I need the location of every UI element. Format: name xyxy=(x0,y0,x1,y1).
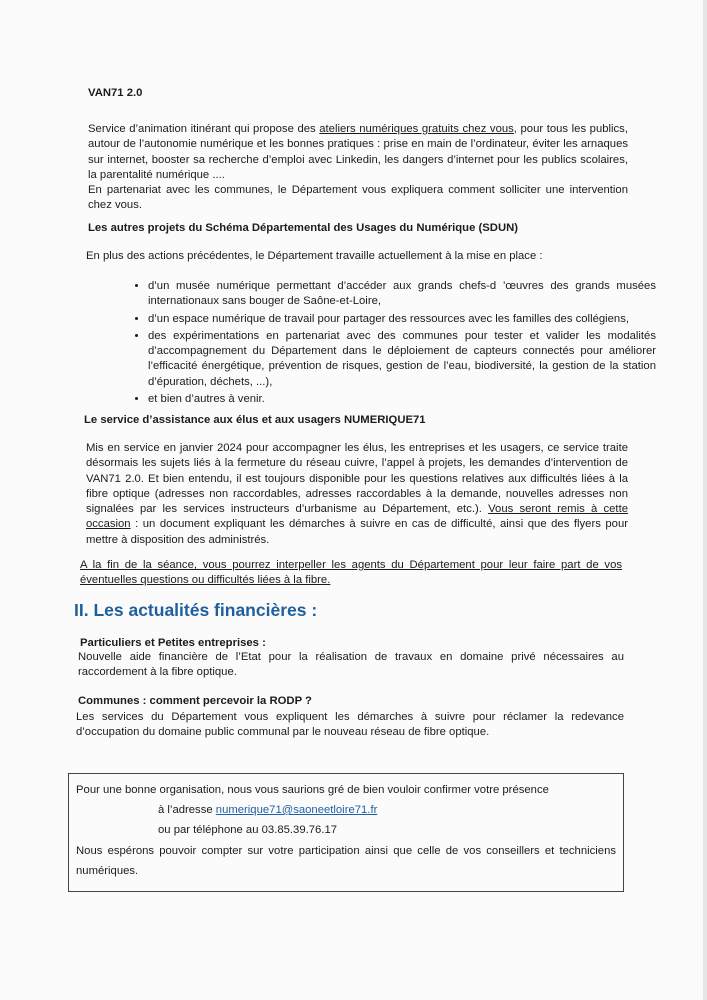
text: Mis en service en janvier 2024 pour accompagner les élus, les entreprises et les usagers, ce service traite désormais les sujets liés à la fermeture du réseau cuivre, l’appel à projets, les demandes d’intervention de VAN71 2.0. Et bien entendu, il est toujours disponible pour les questions relatives aux difficultés liées à la fibre optique (adresses non raccordables, adresses raccordables à la demande, nouvelles adresses non signalées par les services instructeurs d’urbanisme au Département, etc.). xyxy=(86,442,628,516)
finances-sub2-title: Communes : comment percevoir la RODP ? xyxy=(78,695,312,707)
van71-partnership: En partenariat avec les communes, le Département vous expliquera comment solliciter une intervention chez vous. xyxy=(88,184,628,212)
text: Service d’animation itinérant qui propose des xyxy=(88,123,320,135)
numerique71-title: Le service d’assistance aux élus et aux usagers NUMERIQUE71 xyxy=(84,414,426,426)
text: , pour tous les publics, autour de l’autonomie numérique et les bonnes pratiques : prise en main de l’ordinateur, éviter les arnaques sur internet, booster sa recherche d’emploi avec Linkedin, les dangers d’internet pour les publics scolaires, la parentalité numérique .... xyxy=(88,123,628,181)
list-item: • d’un espace numérique de travail pour partager des ressources avec les familles des collégiens, xyxy=(148,312,656,327)
rsvp-phone: ou par téléphone au 03.85.39.76.17 xyxy=(158,824,338,836)
van71-paragraph xyxy=(88,122,628,183)
finances-sub1-text: Nouvelle aide financière de l’Etat pour la réalisation de travaux en domaine privé nécessaires au raccordement à la fibre optique. xyxy=(78,651,624,679)
rsvp-address xyxy=(76,800,616,820)
text: : un document expliquant les démarches à suivre en cas de difficulté, ainsi que des flyers pour mettre à disposition des administrés. xyxy=(86,518,628,546)
finances-sub2-text: Les services du Département vous expliquent les démarches à suivre pour réclamer la redevance d’occupation du domaine public communal par le nouveau réseau de fibre optique. xyxy=(76,711,624,739)
rsvp-closing: Nous espérons pouvoir compter sur votre participation ainsi que celle de vos conseillers et techniciens numériques. xyxy=(76,845,616,877)
list-item: • d’un musée numérique permettant d’accéder aux grands chefs-d ’œuvres des grands musées internationaux sans bouger de Saône-et-Loire, xyxy=(148,279,656,310)
list-item: • et bien d’autres à venir. xyxy=(148,392,656,407)
finances-sub1-title: Particuliers et Petites entreprises : xyxy=(80,637,266,649)
sdun-title: Les autres projets du Schéma Départemental des Usages du Numérique (SDUN) xyxy=(88,222,519,234)
emphasis: Vous seront remis à cette occasion xyxy=(86,503,628,531)
rsvp-line: Pour une bonne organisation, nous vous saurions gré de bien vouloir confirmer votre présence xyxy=(76,784,549,796)
rsvp-box xyxy=(68,773,624,892)
sdun-intro: En plus des actions précédentes, le Département travaille actuellement à la mise en place : xyxy=(86,250,543,262)
email-link[interactable]: numerique71@saoneetloire71.fr xyxy=(215,804,378,816)
workshops-emphasis: ateliers numériques gratuits chez vous xyxy=(319,123,514,135)
van71-title: VAN71 2.0 xyxy=(88,87,143,99)
section-heading-finances: II. Les actualités financières : xyxy=(74,600,318,620)
text: à l’adresse xyxy=(158,804,216,816)
numerique71-paragraph xyxy=(86,441,628,548)
sdun-list xyxy=(120,279,656,407)
numerique71-closing: A la fin de la séance, vous pourrez interpeller les agents du Département pour leur faire part de vos éventuelles questions ou difficultés liées à la fibre. xyxy=(80,559,622,587)
list-item: • des expérimentations en partenariat avec des communes pour tester et valider les modalités d’accompagnement du Département dans le déploiement de capteurs connectés pour améliorer l’efficacité énergétique, prévention de risques, gestion de l’eau, biodiversité, la gestion de la station d’épuration, déchets, ...), xyxy=(148,329,656,390)
scan-edge xyxy=(703,0,707,1000)
